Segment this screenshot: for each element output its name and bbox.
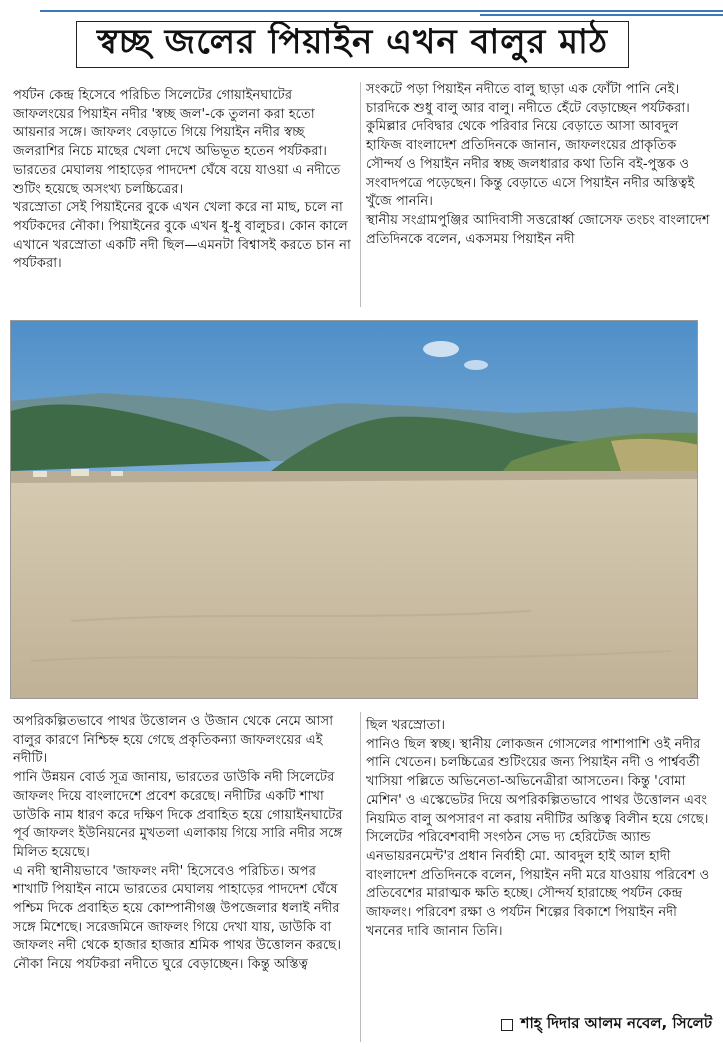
paragraph: পানি উন্নয়ন বোর্ড সূত্র জানায়, ভারতের ডাউকি নদী সিলেটের জাফলং দিয়ে বাংলাদেশে প্রবেশ করেছে। নদীটির একটি শাখা ডাউকি নাম ধারণ করে দক্ষিণ দিকে প্রবাহিত হয়ে গোয়াইনঘাটের পূর্ব জাফলং ইউনিয়নের মুখতলা এলাকায় গিয়ে সারি নদীর সঙ্গে মিলিত হয়েছে। [13, 770, 343, 860]
top-rule-line [40, 10, 723, 12]
paragraph: পানিও ছিল স্বচ্ছ। স্থানীয় লোকজন গোসলের পাশাপাশি ওই নদীর পানি খেতেন। চলচ্চিত্রের শুটিংয়ের জন্য পিয়াইন নদী ও পার্শ্ববর্তী খাসিয়া পল্লিতে অভিনেতা-অভিনেত্রীরা আসতেন। কিন্তু 'বোমা মেশিন' ও এস্কেভেটর দিয়ে অপরিকল্পিতভাবে পাথর উত্তোলন এবং নিয়মিত বালু অপসারণ না করায় নদীটির অস্তিত্ব বিলীন হয়ে গেছে। [366, 736, 709, 827]
paragraph: ছিল খরস্রোতা। [366, 718, 446, 733]
paragraph: অপরিকল্পিতভাবে পাথর উত্তোলন ও উজান থেকে নেমে আসা বালুর কারণে নিশ্চিহ্ন হয়ে গেছে প্রকৃতিকন্যা জাফলংয়ের এই নদীটি। [13, 714, 334, 767]
river-photo [10, 320, 698, 699]
column-divider [360, 82, 361, 307]
column-divider [360, 712, 361, 1042]
paragraph: সংকটে পড়া পিয়াইন নদীতে বালু ছাড়া এক ফোঁটা পানি নেই। চারদিকে শুধু বালু আর বালু। নদীতে হেঁটে বেড়াচ্ছেন পর্যটকরা। [366, 82, 690, 116]
paragraph: সিলেটের পরিবেশবাদী সংগঠন সেভ দ্য হেরিটেজ অ্যান্ড এনভায়রনমেন্ট'র প্রধান নির্বাহী মো. আবদুল হাই আল হাদী বাংলাদেশ প্রতিদিনকে বলেন, পিয়াইন নদী মরে যাওয়ায় পরিবেশ ও প্রতিবেশের মারাত্মক ক্ষতি হচ্ছে। সৌন্দর্য হারাচ্ছে পর্যটন কেন্দ্র জাফলং। পরিবেশ রক্ষা ও পর্যটন শিল্পের বিকাশে পিয়াইন নদী খননের দাবি জানান তিনি। [366, 830, 710, 939]
paragraph: স্থানীয় সংগ্রামপুঞ্জির আদিবাসী সত্তরোর্ধ্ব জোসেফ তংচং বাংলাদেশ প্রতিদিনকে বলেন, একসময় পিয়াইন নদী [366, 212, 710, 247]
column-top-left [13, 87, 355, 274]
paragraph: কুমিল্লার দেবিদ্বার থেকে পরিবার নিয়ে বেড়াতে আসা আবদুল হাফিজ বাংলাদেশ প্রতিদিনকে জানান, জাফলংয়ের প্রাকৃতিক সৌন্দর্য ও পিয়াইন নদীর স্বচ্ছ জলধারার কথা তিনি বই-পুস্তক ও সংবাদপত্রে পড়েছেন। কিন্তু বেড়াতে এসে পিয়াইন নদীর অস্তিত্বই খুঁজে পাননি। [366, 119, 695, 210]
square-bullet-icon [501, 1019, 513, 1031]
column-bottom-left [13, 713, 355, 975]
river-photo-illustration [11, 321, 698, 699]
byline [442, 1012, 712, 1037]
byline-text: শাহ্ দিদার আলম নবেল, সিলেট [520, 1014, 712, 1032]
paragraph: পর্যটন কেন্দ্র হিসেবে পরিচিত সিলেটের গোয়াইনঘাটের জাফলংয়ের পিয়াইন নদীর 'স্বচ্ছ জল'-কে তুলনা করা হতো আয়নার সঙ্গে। জাফলং বেড়াতে গিয়ে পিয়াইন নদীর স্বচ্ছ জলরাশির নিচে মাছের খেলা দেখে অভিভূত হতেন পর্যটকরা। ভারতের মেঘালয় পাহাড়ের পাদদেশ ঘেঁষে বয়ে যাওয়া এ নদীতে শুটিং হয়েছে অসংখ্য চলচ্চিত্রের। [13, 88, 341, 197]
paragraph: এ নদী স্থানীয়ভাবে 'জাফলং নদী' হিসেবেও পরিচিত। অপর শাখাটি পিয়াইন নামে ভারতের মেঘালয় পাহাড়ের পাদদেশ ঘেঁষে পশ্চিম দিকে প্রবাহিত হয়ে কোম্পানীগঞ্জ উপজেলার ধলাই নদীর সঙ্গে মিশেছে। সরেজমিনে জাফলং গিয়ে দেখা যায়, ডাউকি বা জাফলং নদী থেকে হাজার হাজার শ্রমিক পাথর উত্তোলন করছে। নৌকা নিয়ে পর্যটকরা নদীতে ঘুরে বেড়াচ্ছেন। কিন্তু অস্তিত্ব [13, 863, 342, 973]
column-top-right [366, 81, 714, 249]
paragraph: খরস্রোতা সেই পিয়াইনের বুকে এখন খেলা করে না মাছ, চলে না পর্যটকদের নৌকা। পিয়াইনের বুকে এখন ধু-ধু বালুচর। কোন কালে এখানে খরস্রোতা একটি নদী ছিল—এমনটা বিশ্বাসই করতে চান না পর্যটকরা। [13, 200, 351, 272]
column-bottom-right [366, 717, 714, 941]
headline: স্বচ্ছ জলের পিয়াইন এখন বালুর মাঠ [76, 21, 629, 68]
